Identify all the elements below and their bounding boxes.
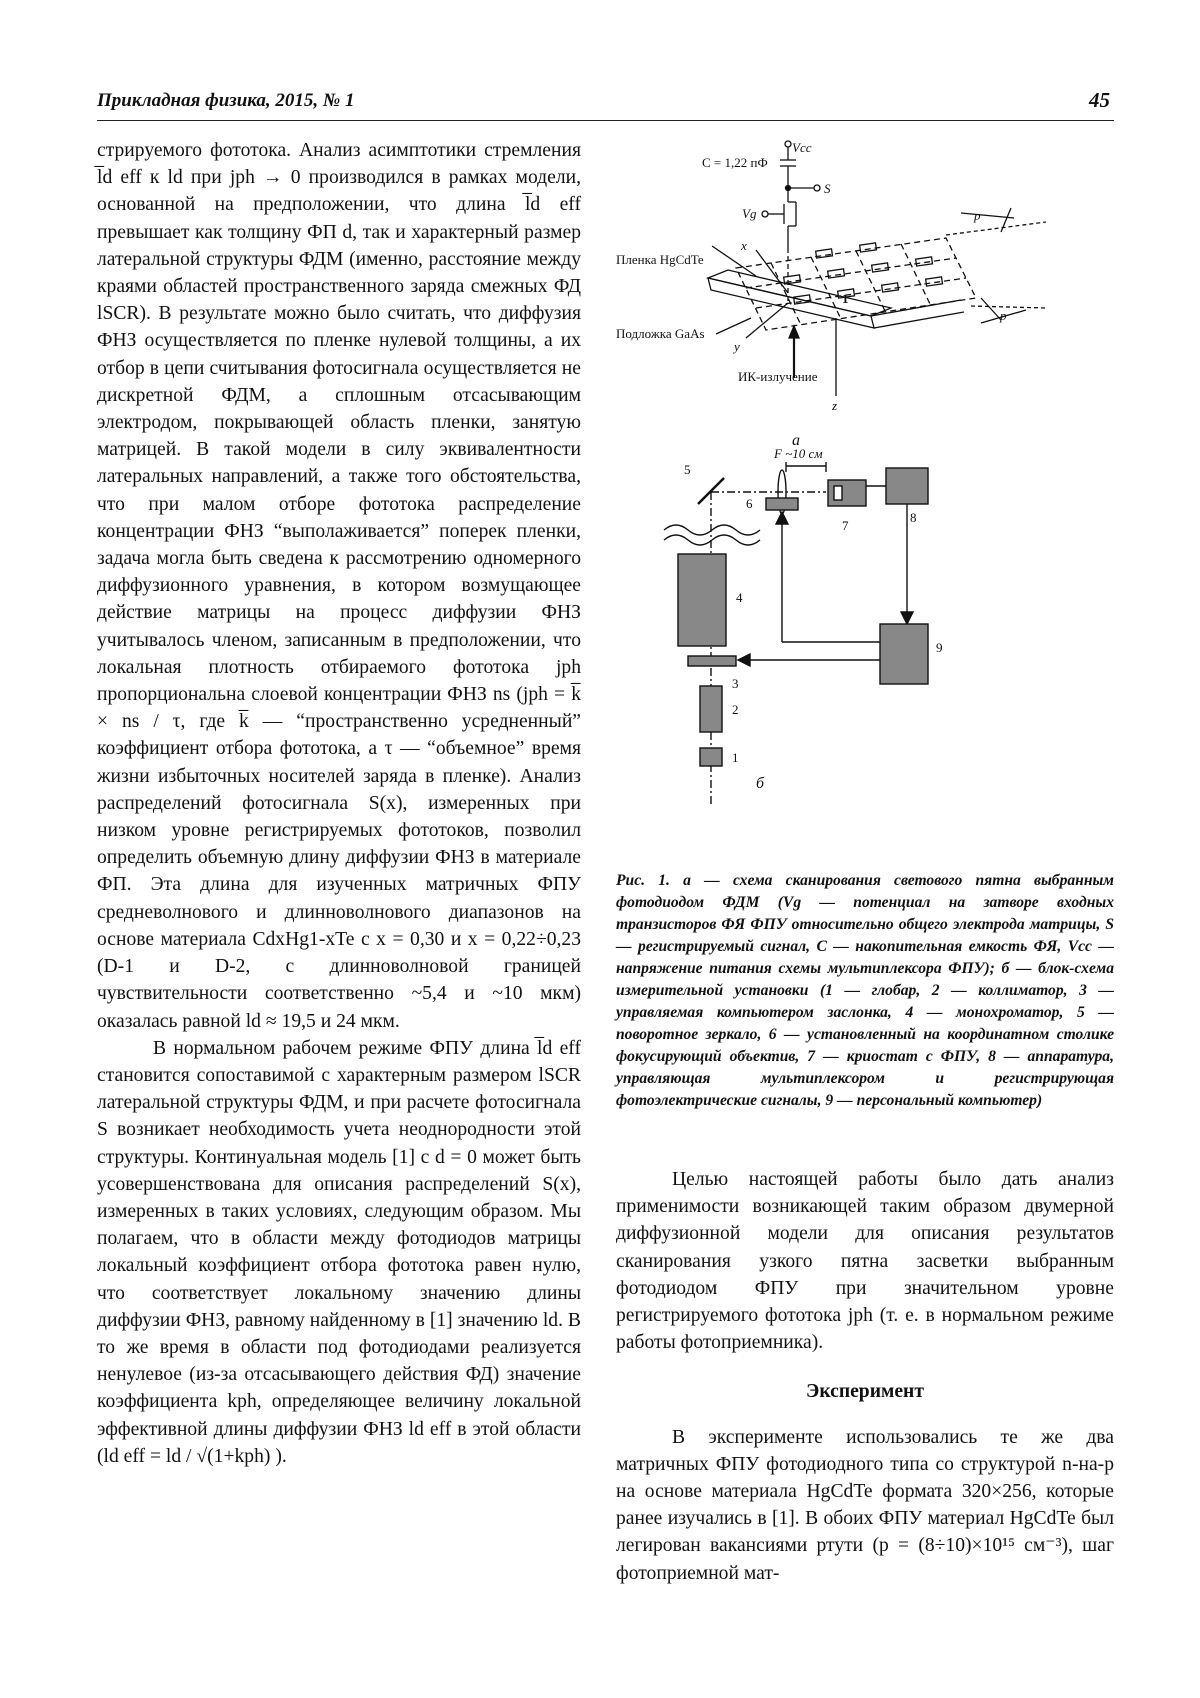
page-header (97, 88, 1114, 121)
intro-paragraph: Целью настоящей работы было дать анализ применимости возникающей таким образом двумерной диффузионной модели для описания результатов сканирования узкого пятна засветки выбранным фотодиодом ФПУ при значительном уровне регистрируемого фототока jph (т. е. в нормальном режиме работы фотоприемника). (616, 1169, 1114, 1354)
journal-title: Прикладная физика, 2015, № 1 (97, 90, 355, 111)
page-number: 45 (1089, 88, 1110, 112)
fig-a-pitch-1: p (974, 208, 981, 223)
right-column (616, 1166, 1114, 1587)
fig-b-label-6: 6 (746, 496, 753, 511)
fig-a-s: S (824, 181, 831, 196)
fig-a-axis-y: y (734, 339, 740, 354)
experiment-paragraph: В эксперименте использовались те же два матричных ФПУ фотодиодного типа со структурой n-на-p на основе материала HgCdTe формата 320×256, которые ранее изучались в [1]. В обоих ФПУ материал HgCdTe был легирован вакансиями ртути (p = (8÷10)×10¹⁵ см⁻³), шаг фотоприемной мат- (616, 1426, 1114, 1584)
fig-a-pitch-2: p (1000, 308, 1007, 323)
fig-a-capacitance: C = 1,22 пФ (702, 155, 768, 170)
fig-b-panel: б (756, 775, 765, 792)
figure-b (616, 446, 1114, 862)
left-column (97, 137, 581, 1470)
paragraph-2: В нормальном рабочем режиме ФПУ длина l̅d eff становится сопоставимой с характерным размером lSCR латеральной структуры ФДМ, и при расчете фотосигнала S возникает необходимость учета неоднородности этой структуры. Континуальная модель [1] с d = 0 может быть усовершенствована для описания распределений S(x), измеренных в таких условиях, следующим образом. Мы полагаем, что в области между фотодиодов матрицы локальный коэффициент отбора фототока равен нулю, что соответствует локальному значению длины диффузии ФНЗ, равному найденному в [1] значению ld. В то же время в области под фотодиодами реализуется ненулевое (из-за отсасывающего действия ФД) значение коэффициента kph, определяющее величину локальной эффективной длины диффузии ФНЗ ld eff в этой области (ld eff = ld / √(1+kph) ). (97, 1037, 581, 1467)
fig-a-vcc: Vcc (792, 140, 812, 155)
section-heading: Эксперимент (806, 1381, 924, 1403)
paragraph-1: стрируемого фототока. Анализ асимптотики стремления l̅d eff к ld при jph → 0 производился в рамках модели, основанной на предположении, что длина l̅d eff превышает как толщину ФП d, так и характерный размер латеральной структуры ФДМ (именно, расстояние между краями областей пространственного заряда смежных ФД lSCR). В результате можно было считать, что диффузия ФНЗ осуществляется по пленке нулевой толщины, а их отбор в цепи считывания фотосигнала осуществляется не дискретной ФДМ, а сплошным отсасывающим электродом, покрывающей область пленки, занятую матрицей. В такой модели в силу эквивалентности латеральных направлений, а также того обстоятельства, что при малом отборе фототока распределение концентрации ФНЗ “выполаживается” поперек пленки, задача могла быть сведена к рассмотрению одномерного диффузионного уравнения, в котором возмущающее действие матрицы на процесс диффузии ФНЗ учитывалось членом, записанным в предположении, что локальная плотность отбираемого фототока jph пропорциональна слоевой концентрации ФНЗ ns (jph = k̅ × ns / τ, где k̅ — “пространственно усредненный” коэффициент отбора фототока, а τ — “объемное” время жизни избыточных носителей заряда в пленке). Анализ распределений фотосигнала S(x), измеренных при низком уровне регистрируемых фототоков, позволил определить объемную длину диффузии ФНЗ в материале ФП. Эта длина для изученных матричных ФПУ средневолнового и длинноволнового диапазонов на основе материала CdxHg1-xTe с x = 0,30 и x = 0,22÷0,23 (D-1 и D-2, с длинноволновой границей чувствительности соответственно ~5,4 и ~10 мкм) оказалась равной ld ≈ 19,5 и 24 мкм. (97, 140, 581, 1032)
figure-a (616, 138, 1114, 458)
fig-b-label-5: 5 (684, 462, 691, 477)
fig-b-focal: F ~10 см (774, 446, 823, 461)
fig-a-substrate: Подложка GaAs (616, 326, 705, 341)
fig-b-label-7: 7 (842, 518, 849, 533)
fig-a-num1: 1 (842, 291, 849, 306)
fig-a-panel: а (792, 432, 800, 449)
fig-b-label-1: 1 (732, 750, 739, 765)
fig-a-ir: ИК-излучение (738, 369, 818, 384)
fig-b-label-9: 9 (936, 640, 943, 655)
fig-a-axis-z: z (832, 398, 838, 413)
fig-b-label-4: 4 (736, 590, 743, 605)
fig-b-label-2: 2 (732, 702, 739, 717)
fig-b-label-3: 3 (732, 676, 739, 691)
fig-a-vg: Vg (742, 206, 757, 221)
fig-a-film: Пленка HgCdTe (616, 252, 704, 267)
fig-a-axis-x: x (741, 238, 747, 253)
fig-b-label-8: 8 (910, 510, 917, 525)
figure-caption: Рис. 1. а — схема сканирования светового пятна выбранным фотодиодом ФДМ (Vg — потенциал на затворе входных транзисторов ФЯ ФПУ относительно общего электрода матрицы, S — регистрируемый сигнал, C — накопительная емкость ФЯ, Vcc — напряжение питания схемы мультиплексора ФПУ); б — блок-схема измерительной установки (1 — глобар, 2 — коллиматор, 3 — управляемая компьютером заслонка, 4 — монохроматор, 5 — поворотное зеркало, 6 — установленный на координатном столике фокусирующий объектив, 7 — криостат с ФПУ, 8 — аппаратура, управляющая мультиплексором и регистрирующая фотоэлектрические сигналы, 9 — персональный компьютер) (616, 872, 1114, 1109)
